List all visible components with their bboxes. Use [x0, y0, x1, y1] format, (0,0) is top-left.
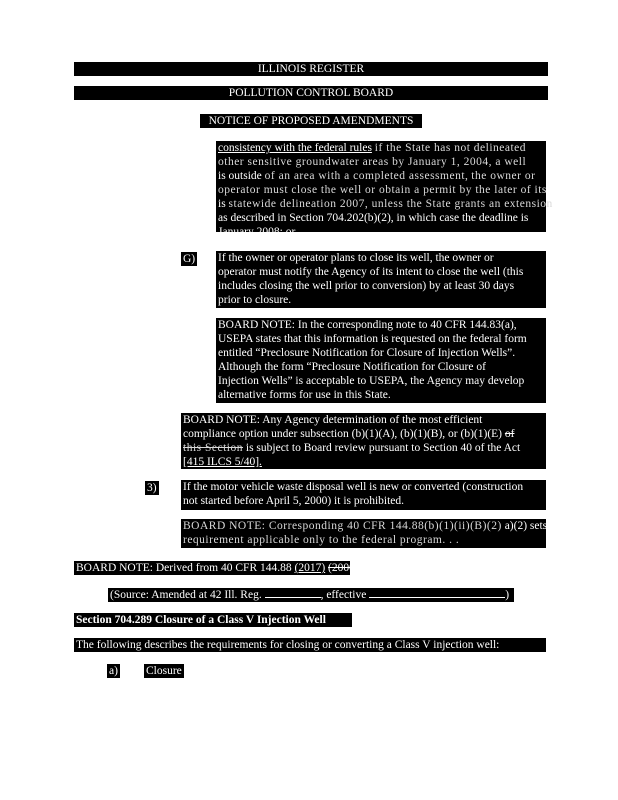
board-note-2	[181, 413, 546, 469]
board-note-2-line-3: this Section is subject to Board review pursuant to Section 40 of the Act	[183, 442, 521, 454]
notice-title	[200, 114, 422, 128]
board-note-2-line-4: [415 ILCS 5/40].	[183, 456, 262, 468]
section-title	[74, 613, 352, 627]
consistency-line-3: is outside of an area with a completed assessment, the owner or	[218, 170, 536, 182]
source-reg-blank	[265, 597, 321, 598]
board-note-1-line-6: alternative forms for use in this State.	[218, 389, 391, 401]
item-g-paragraph	[216, 251, 546, 308]
board-note-4-end: .	[358, 562, 362, 574]
item-g-label: G)	[183, 253, 196, 265]
item-3-paragraph	[181, 480, 546, 510]
board-note-4-strike: (2000)	[328, 562, 359, 574]
board-note-2-line-1: BOARD NOTE: Any Agency determination of the most efficient	[183, 414, 483, 426]
item-g-line-2: operator must notify the Agency of its intent to close the well (this	[218, 266, 524, 278]
item-3-label: 3)	[147, 482, 157, 494]
source-mid: , effective	[320, 589, 370, 601]
source-effective-blank	[369, 597, 505, 598]
consistency-line-7: January 2008; or	[218, 226, 296, 238]
section-intro	[74, 638, 546, 652]
item-g-line-3: includes closing the well prior to conversion) by at least 30 days	[218, 280, 515, 292]
board-note-3-line-1: BOARD NOTE: Corresponding 40 CFR 144.88(b)(1)(ii)(B)(2) a)(2) sets forth a federal	[183, 520, 616, 532]
item-3-line-1: If the motor vehicle waste disposal well is new or converted (construction	[183, 481, 524, 493]
consistency-paragraph	[216, 141, 553, 238]
board-note-1-line-1: BOARD NOTE: In the corresponding note to 40 CFR 144.83(a),	[218, 319, 517, 331]
board-note-2-line-2: compliance option under subsection (b)(1)(A), (b)(1)(B), or (b)(1)(E) of	[183, 428, 515, 440]
board-note-1-line-4: Although the form “Preclosure Notification for Closure of	[218, 361, 486, 373]
board-note-3	[181, 519, 616, 548]
board-note-4-underline: (2017)	[294, 562, 326, 574]
consistency-line-6: as described in Section 704.202(b)(2), in which case the deadline is	[218, 212, 529, 224]
notice-title-text: NOTICE OF PROPOSED AMENDMENTS	[208, 115, 414, 127]
item-g-line-1: If the owner or operator plans to close its well, the owner or	[218, 252, 494, 264]
consistency-line-4: operator must close the well or obtain a permit by the later of its	[218, 184, 547, 196]
board-note-1-line-3: entitled “Preclosure Notification for Closure of Injection Wells”.	[218, 347, 516, 359]
register-title-text: ILLINOIS REGISTER	[257, 63, 365, 75]
item-g-line-4: prior to closure.	[218, 294, 292, 306]
source-start: (Source: Amended at 42 Ill. Reg.	[110, 589, 265, 601]
section-intro-text: The following describes the requirements for closing or converting a Class V injection well:	[76, 639, 500, 651]
consistency-line-2: other sensitive groundwater areas by January 1, 2004, a well	[218, 156, 527, 168]
board-note-4-text: BOARD NOTE: Derived from 40 CFR 144.88	[76, 562, 295, 574]
board-note-3-line-2: requirement applicable only to the federal program. . .	[183, 534, 460, 546]
board-note-1	[216, 318, 546, 403]
board-note-4	[74, 561, 362, 575]
consistency-line-5: is statewide delineation 2007, unless the State grants an extension	[218, 198, 553, 210]
item-a-text: Closure	[146, 665, 182, 677]
item-3-line-2: not started before April 5, 2000) it is prohibited.	[183, 495, 405, 507]
source-line	[108, 588, 514, 602]
section-title-text: Section 704.289 Closure of a Class V Injection Well	[76, 614, 326, 626]
item-a-label: a)	[109, 665, 118, 677]
consistency-line-1: consistency with the federal rules if the State has not delineated	[218, 142, 527, 154]
board-title-text: POLLUTION CONTROL BOARD	[228, 87, 394, 99]
board-note-1-line-2: USEPA states that this information is requested on the federal form	[218, 333, 527, 345]
register-title	[74, 63, 548, 76]
board-note-1-line-5: Injection Wells” is acceptable to USEPA, the Agency may develop	[218, 375, 525, 387]
board-title	[74, 86, 548, 100]
source-end: )	[505, 589, 510, 601]
